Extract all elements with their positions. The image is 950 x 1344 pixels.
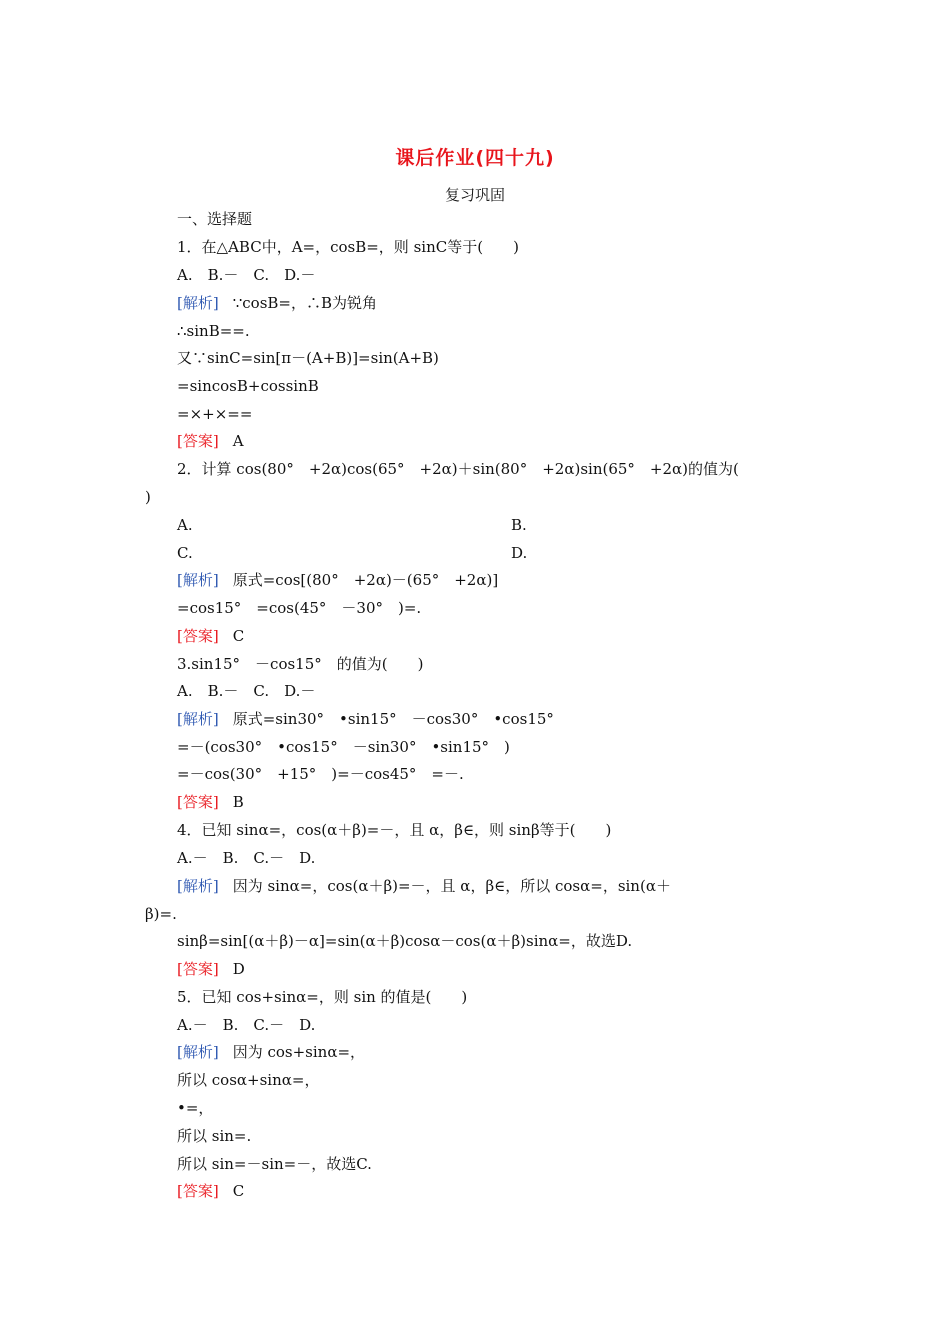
- q3-line: =－(cos30° •cos15° －sin30° •sin15° ): [177, 738, 510, 756]
- q2-analysis: [解析] 原式=cos[(80° +2α)－(65° +2α)]: [177, 571, 499, 589]
- q2-line: =cos15° =cos(45° －30° )=.: [177, 599, 422, 617]
- q5-line: 所以 sin=－sin=－，故选C.: [177, 1155, 372, 1173]
- q5-line: 所以 sin=.: [177, 1127, 252, 1145]
- q2-answer: [答案] C: [177, 627, 245, 645]
- answer-tag: [答案]: [177, 627, 219, 645]
- q3-options: A. B.－ C. D.－: [177, 682, 316, 700]
- q2-option-c: C.: [177, 544, 193, 562]
- q5-line: •=，: [177, 1099, 214, 1117]
- analysis-tag: [解析]: [177, 294, 219, 312]
- q1-stem: 1．在△ABC中，A=，cosB=，则 sinC等于( ): [177, 238, 519, 256]
- page-subtitle: 复习巩固: [444, 186, 505, 204]
- q4-analysis-cont: β)=.: [145, 905, 177, 923]
- answer-tag: [答案]: [177, 1182, 219, 1200]
- q4-line: sinβ=sin[(α＋β)－α]=sin(α＋β)cosα－cos(α＋β)sinα=，故选D.: [177, 932, 633, 950]
- q1-line: ∴sinB==.: [177, 322, 250, 340]
- q1-line: =sincosB+cossinB: [177, 377, 319, 395]
- q1-options: A. B.－ C. D.－: [177, 266, 316, 284]
- answer-tag: [答案]: [177, 960, 219, 978]
- q4-analysis: [解析] 因为 sinα=，cos(α＋β)=－，且 α，β∈，所以 cosα=，sin(α＋: [177, 877, 671, 895]
- q1-analysis: [解析] ∵cosB=，∴B为锐角: [177, 294, 378, 312]
- analysis-tag: [解析]: [177, 571, 219, 589]
- q3-line: =－cos(30° +15° )=－cos45° =－.: [177, 765, 464, 783]
- q5-analysis: [解析] 因为 cos+sinα=，: [177, 1043, 366, 1061]
- q5-stem: 5．已知 cos+sinα=，则 sin 的值是( ): [177, 988, 468, 1006]
- q1-line: =×+×==: [177, 405, 253, 423]
- q4-stem: 4．已知 sinα=，cos(α＋β)=－，且 α，β∈，则 sinβ等于( ): [177, 821, 612, 839]
- analysis-tag: [解析]: [177, 877, 219, 895]
- q5-answer: [答案] C: [177, 1182, 245, 1200]
- q2-option-d: D.: [511, 544, 528, 562]
- analysis-tag: [解析]: [177, 710, 219, 728]
- q5-options: A.－ B. C.－ D.: [177, 1016, 316, 1034]
- analysis-tag: [解析]: [177, 1043, 219, 1061]
- q2-stem-cont: ): [145, 488, 151, 506]
- q1-answer: [答案] A: [177, 432, 244, 450]
- q5-line: 所以 cosα+sinα=，: [177, 1071, 320, 1089]
- page-title: 课后作业(四十九): [395, 147, 555, 169]
- section-heading: 一、选择题: [177, 210, 253, 228]
- q3-answer: [答案] B: [177, 793, 244, 811]
- q4-options: A.－ B. C.－ D.: [177, 849, 316, 867]
- answer-tag: [答案]: [177, 432, 219, 450]
- answer-tag: [答案]: [177, 793, 219, 811]
- q3-analysis: [解析] 原式=sin30° •sin15° －cos30° •cos15°: [177, 710, 554, 728]
- q3-stem: 3.sin15° －cos15° 的值为( ): [177, 655, 424, 673]
- q2-option-b: B.: [511, 516, 527, 534]
- q4-answer: [答案] D: [177, 960, 245, 978]
- q1-line: 又∵sinC=sin[π－(A+B)]=sin(A+B): [177, 349, 439, 367]
- q2-stem: 2．计算 cos(80° +2α)cos(65° +2α)＋sin(80° +2α)sin(65° +2α)的值为(: [177, 460, 739, 478]
- q2-option-a: A.: [177, 516, 193, 534]
